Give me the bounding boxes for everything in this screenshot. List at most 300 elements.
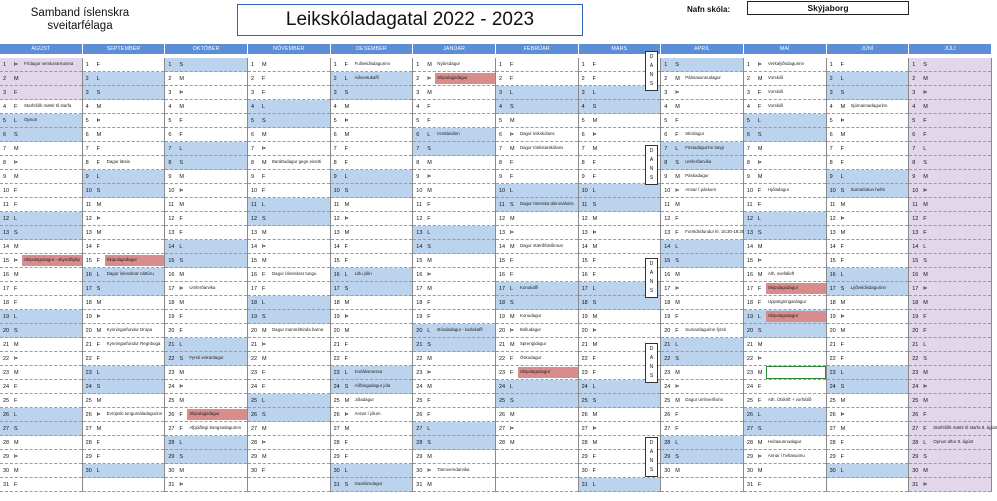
day-cell[interactable] xyxy=(661,380,743,394)
day-cell[interactable] xyxy=(0,170,82,184)
day-cell[interactable] xyxy=(165,324,247,338)
day-cell[interactable] xyxy=(165,450,247,464)
day-cell[interactable] xyxy=(496,212,578,226)
day-cell[interactable] xyxy=(0,394,82,408)
day-cell[interactable] xyxy=(413,408,495,422)
day-cell[interactable] xyxy=(331,380,413,394)
day-cell[interactable] xyxy=(909,352,991,366)
day-cell[interactable] xyxy=(496,240,578,254)
day-cell[interactable] xyxy=(909,86,991,100)
day-cell[interactable] xyxy=(248,310,330,324)
day-cell[interactable] xyxy=(744,436,826,450)
day-cell[interactable] xyxy=(909,58,991,72)
day-cell[interactable] xyxy=(413,128,495,142)
day-cell[interactable] xyxy=(83,366,165,380)
day-cell[interactable] xyxy=(331,422,413,436)
day-cell[interactable] xyxy=(331,198,413,212)
day-cell[interactable] xyxy=(744,394,826,408)
day-cell[interactable] xyxy=(661,422,743,436)
day-cell[interactable] xyxy=(83,58,165,72)
day-cell[interactable] xyxy=(0,352,82,366)
day-cell[interactable] xyxy=(83,100,165,114)
day-cell[interactable] xyxy=(744,254,826,268)
day-cell[interactable] xyxy=(0,408,82,422)
day-cell[interactable] xyxy=(496,86,578,100)
day-cell[interactable] xyxy=(331,86,413,100)
day-cell[interactable] xyxy=(83,310,165,324)
day-cell[interactable] xyxy=(0,142,82,156)
day-cell[interactable] xyxy=(413,478,495,492)
day-cell[interactable] xyxy=(413,422,495,436)
day-cell[interactable] xyxy=(413,254,495,268)
day-cell[interactable] xyxy=(83,338,165,352)
day-cell[interactable] xyxy=(331,352,413,366)
day-cell[interactable] xyxy=(413,268,495,282)
day-cell[interactable] xyxy=(331,254,413,268)
day-cell[interactable] xyxy=(83,72,165,86)
day-cell[interactable] xyxy=(579,226,661,240)
day-cell[interactable] xyxy=(0,450,82,464)
day-cell[interactable] xyxy=(661,478,743,492)
day-cell[interactable] xyxy=(165,184,247,198)
day-cell[interactable] xyxy=(413,198,495,212)
day-cell[interactable] xyxy=(413,212,495,226)
day-cell[interactable] xyxy=(579,100,661,114)
day-cell[interactable] xyxy=(331,170,413,184)
day-cell[interactable] xyxy=(744,128,826,142)
day-cell[interactable] xyxy=(248,478,330,492)
day-cell[interactable] xyxy=(744,212,826,226)
day-cell[interactable] xyxy=(909,100,991,114)
day-cell[interactable] xyxy=(331,58,413,72)
day-cell[interactable] xyxy=(248,254,330,268)
day-cell[interactable] xyxy=(827,310,909,324)
day-cell[interactable] xyxy=(165,408,247,422)
day-cell[interactable] xyxy=(248,366,330,380)
day-cell[interactable] xyxy=(331,226,413,240)
day-cell[interactable] xyxy=(413,156,495,170)
day-cell[interactable] xyxy=(827,156,909,170)
day-cell[interactable] xyxy=(165,226,247,240)
day-cell[interactable] xyxy=(909,268,991,282)
day-cell[interactable] xyxy=(165,212,247,226)
day-cell[interactable] xyxy=(0,254,82,268)
day-cell[interactable] xyxy=(165,296,247,310)
day-cell[interactable] xyxy=(165,282,247,296)
day-cell[interactable] xyxy=(248,128,330,142)
day-cell[interactable] xyxy=(744,282,826,296)
day-cell[interactable] xyxy=(83,422,165,436)
day-cell[interactable] xyxy=(413,114,495,128)
day-cell[interactable] xyxy=(827,436,909,450)
day-cell[interactable] xyxy=(496,436,578,450)
day-cell[interactable] xyxy=(331,464,413,478)
day-cell[interactable] xyxy=(165,464,247,478)
day-cell[interactable] xyxy=(331,100,413,114)
day-cell[interactable] xyxy=(331,240,413,254)
day-cell[interactable] xyxy=(496,72,578,86)
day-cell[interactable] xyxy=(0,464,82,478)
day-cell[interactable] xyxy=(165,100,247,114)
day-cell[interactable] xyxy=(827,408,909,422)
day-cell[interactable] xyxy=(248,394,330,408)
day-cell[interactable] xyxy=(827,296,909,310)
day-cell[interactable] xyxy=(0,72,82,86)
day-cell[interactable] xyxy=(248,212,330,226)
day-cell[interactable] xyxy=(744,352,826,366)
day-cell[interactable] xyxy=(165,254,247,268)
day-cell[interactable] xyxy=(413,436,495,450)
day-cell[interactable] xyxy=(661,142,743,156)
day-cell[interactable] xyxy=(331,156,413,170)
day-cell[interactable] xyxy=(413,450,495,464)
day-cell[interactable] xyxy=(496,226,578,240)
day-cell[interactable] xyxy=(248,198,330,212)
day-cell[interactable] xyxy=(744,198,826,212)
day-cell[interactable] xyxy=(661,450,743,464)
day-cell[interactable] xyxy=(909,408,991,422)
day-cell[interactable] xyxy=(661,268,743,282)
day-cell[interactable] xyxy=(83,282,165,296)
day-cell[interactable] xyxy=(165,366,247,380)
day-cell[interactable] xyxy=(165,156,247,170)
day-cell[interactable] xyxy=(744,450,826,464)
day-cell[interactable] xyxy=(413,380,495,394)
day-cell[interactable] xyxy=(83,226,165,240)
day-cell[interactable] xyxy=(248,156,330,170)
day-cell[interactable] xyxy=(661,198,743,212)
day-cell[interactable] xyxy=(248,58,330,72)
day-cell[interactable] xyxy=(661,296,743,310)
day-cell[interactable] xyxy=(661,170,743,184)
day-cell[interactable] xyxy=(248,72,330,86)
day-cell[interactable] xyxy=(661,352,743,366)
day-cell[interactable] xyxy=(165,170,247,184)
day-cell[interactable] xyxy=(331,478,413,492)
day-cell[interactable] xyxy=(744,338,826,352)
day-cell[interactable] xyxy=(413,352,495,366)
day-cell[interactable] xyxy=(331,268,413,282)
day-cell[interactable] xyxy=(0,422,82,436)
day-cell[interactable] xyxy=(827,268,909,282)
day-cell[interactable] xyxy=(827,198,909,212)
day-cell[interactable] xyxy=(331,114,413,128)
day-cell[interactable] xyxy=(496,184,578,198)
day-cell[interactable] xyxy=(744,142,826,156)
day-cell[interactable] xyxy=(496,422,578,436)
day-cell[interactable] xyxy=(909,212,991,226)
day-cell[interactable] xyxy=(0,198,82,212)
day-cell[interactable] xyxy=(827,128,909,142)
day-cell[interactable] xyxy=(496,128,578,142)
day-cell[interactable] xyxy=(579,198,661,212)
day-cell[interactable] xyxy=(827,394,909,408)
day-cell[interactable] xyxy=(744,240,826,254)
day-cell[interactable] xyxy=(0,338,82,352)
day-cell[interactable] xyxy=(661,366,743,380)
day-cell[interactable] xyxy=(661,86,743,100)
day-cell[interactable] xyxy=(496,268,578,282)
day-cell[interactable] xyxy=(827,240,909,254)
day-cell[interactable] xyxy=(83,408,165,422)
day-cell[interactable] xyxy=(744,100,826,114)
day-cell[interactable] xyxy=(661,72,743,86)
day-cell[interactable] xyxy=(83,436,165,450)
day-cell[interactable] xyxy=(83,142,165,156)
day-cell[interactable] xyxy=(165,310,247,324)
day-cell[interactable] xyxy=(827,450,909,464)
day-cell[interactable] xyxy=(0,268,82,282)
day-cell[interactable] xyxy=(496,198,578,212)
day-cell[interactable] xyxy=(331,366,413,380)
day-cell[interactable] xyxy=(579,128,661,142)
day-cell[interactable] xyxy=(83,394,165,408)
day-cell[interactable] xyxy=(496,408,578,422)
day-cell[interactable] xyxy=(744,72,826,86)
day-cell[interactable] xyxy=(909,478,991,492)
day-cell[interactable] xyxy=(83,240,165,254)
day-cell[interactable] xyxy=(827,422,909,436)
day-cell[interactable] xyxy=(83,198,165,212)
day-cell[interactable] xyxy=(0,296,82,310)
day-cell[interactable] xyxy=(496,450,578,464)
day-cell[interactable] xyxy=(909,338,991,352)
day-cell[interactable] xyxy=(579,394,661,408)
day-cell[interactable] xyxy=(661,408,743,422)
day-cell[interactable] xyxy=(248,100,330,114)
day-cell[interactable] xyxy=(83,464,165,478)
day-cell[interactable] xyxy=(0,436,82,450)
day-cell[interactable] xyxy=(0,310,82,324)
day-cell[interactable] xyxy=(331,310,413,324)
day-cell[interactable] xyxy=(827,282,909,296)
day-cell[interactable] xyxy=(165,142,247,156)
day-cell[interactable] xyxy=(744,464,826,478)
day-cell[interactable] xyxy=(579,324,661,338)
day-cell[interactable] xyxy=(496,156,578,170)
day-cell[interactable] xyxy=(248,268,330,282)
day-cell[interactable] xyxy=(661,100,743,114)
day-cell[interactable] xyxy=(83,296,165,310)
day-cell[interactable] xyxy=(0,58,82,72)
day-cell[interactable] xyxy=(165,198,247,212)
day-cell[interactable] xyxy=(248,324,330,338)
day-cell[interactable] xyxy=(248,352,330,366)
day-cell[interactable] xyxy=(661,310,743,324)
day-cell[interactable] xyxy=(744,380,826,394)
day-cell[interactable] xyxy=(661,156,743,170)
day-cell[interactable] xyxy=(909,310,991,324)
day-cell[interactable] xyxy=(909,226,991,240)
day-cell[interactable] xyxy=(496,478,578,492)
day-cell[interactable] xyxy=(909,366,991,380)
day-cell[interactable] xyxy=(909,394,991,408)
day-cell[interactable] xyxy=(413,310,495,324)
day-cell[interactable] xyxy=(248,338,330,352)
day-cell[interactable] xyxy=(413,226,495,240)
day-cell[interactable] xyxy=(827,226,909,240)
day-cell[interactable] xyxy=(827,338,909,352)
day-cell[interactable] xyxy=(331,338,413,352)
day-cell[interactable] xyxy=(496,464,578,478)
day-cell[interactable] xyxy=(579,240,661,254)
day-cell[interactable] xyxy=(496,380,578,394)
day-cell[interactable] xyxy=(661,226,743,240)
day-cell[interactable] xyxy=(331,324,413,338)
day-cell[interactable] xyxy=(83,268,165,282)
day-cell[interactable] xyxy=(496,282,578,296)
day-cell[interactable] xyxy=(248,184,330,198)
day-cell[interactable] xyxy=(744,86,826,100)
day-cell[interactable] xyxy=(83,324,165,338)
day-cell[interactable] xyxy=(0,100,82,114)
day-cell[interactable] xyxy=(83,156,165,170)
day-cell[interactable] xyxy=(248,436,330,450)
day-cell[interactable] xyxy=(0,282,82,296)
day-cell[interactable] xyxy=(165,268,247,282)
day-cell[interactable] xyxy=(827,478,909,492)
day-cell[interactable] xyxy=(827,352,909,366)
day-cell[interactable] xyxy=(579,310,661,324)
day-cell[interactable] xyxy=(413,142,495,156)
day-cell[interactable] xyxy=(827,142,909,156)
day-cell[interactable] xyxy=(83,86,165,100)
school-name-field[interactable]: Skýjaborg xyxy=(747,1,909,15)
day-cell[interactable] xyxy=(165,114,247,128)
day-cell[interactable] xyxy=(579,114,661,128)
day-cell[interactable] xyxy=(331,184,413,198)
day-cell[interactable] xyxy=(496,100,578,114)
day-cell[interactable] xyxy=(827,170,909,184)
day-cell[interactable] xyxy=(331,436,413,450)
day-cell[interactable] xyxy=(0,128,82,142)
day-cell[interactable] xyxy=(744,422,826,436)
day-cell[interactable] xyxy=(744,478,826,492)
day-cell[interactable] xyxy=(744,170,826,184)
day-cell[interactable] xyxy=(331,142,413,156)
day-cell[interactable] xyxy=(0,226,82,240)
day-cell[interactable] xyxy=(744,324,826,338)
day-cell[interactable] xyxy=(83,478,165,492)
day-cell[interactable] xyxy=(248,296,330,310)
day-cell[interactable] xyxy=(83,212,165,226)
day-cell[interactable] xyxy=(248,380,330,394)
day-cell[interactable] xyxy=(827,366,909,380)
day-cell[interactable] xyxy=(909,170,991,184)
day-cell[interactable] xyxy=(0,366,82,380)
day-cell[interactable] xyxy=(496,352,578,366)
day-cell[interactable] xyxy=(0,240,82,254)
day-cell[interactable] xyxy=(827,58,909,72)
day-cell[interactable] xyxy=(496,296,578,310)
day-cell[interactable] xyxy=(165,86,247,100)
day-cell[interactable] xyxy=(248,114,330,128)
day-cell[interactable] xyxy=(827,114,909,128)
day-cell[interactable] xyxy=(661,324,743,338)
day-cell[interactable] xyxy=(413,72,495,86)
day-cell[interactable] xyxy=(827,100,909,114)
day-cell[interactable] xyxy=(165,72,247,86)
day-cell[interactable] xyxy=(165,352,247,366)
day-cell[interactable] xyxy=(413,296,495,310)
day-cell[interactable] xyxy=(744,408,826,422)
day-cell[interactable] xyxy=(496,170,578,184)
day-cell[interactable] xyxy=(165,436,247,450)
day-cell[interactable] xyxy=(744,184,826,198)
day-cell[interactable] xyxy=(661,394,743,408)
day-cell[interactable] xyxy=(83,170,165,184)
day-cell[interactable] xyxy=(248,226,330,240)
day-cell[interactable] xyxy=(744,114,826,128)
day-cell[interactable] xyxy=(579,184,661,198)
day-cell[interactable] xyxy=(165,338,247,352)
day-cell[interactable] xyxy=(331,450,413,464)
day-cell[interactable] xyxy=(0,114,82,128)
day-cell[interactable] xyxy=(331,394,413,408)
day-cell[interactable] xyxy=(496,324,578,338)
day-cell[interactable] xyxy=(579,422,661,436)
day-cell[interactable] xyxy=(579,408,661,422)
day-cell[interactable] xyxy=(827,72,909,86)
day-cell[interactable] xyxy=(827,324,909,338)
day-cell[interactable] xyxy=(165,128,247,142)
day-cell[interactable] xyxy=(744,58,826,72)
day-cell[interactable] xyxy=(496,254,578,268)
day-cell[interactable] xyxy=(827,380,909,394)
day-cell[interactable] xyxy=(744,310,826,324)
day-cell[interactable] xyxy=(909,156,991,170)
day-cell[interactable] xyxy=(744,156,826,170)
day-cell[interactable] xyxy=(248,86,330,100)
day-cell[interactable] xyxy=(496,366,578,380)
day-cell[interactable] xyxy=(661,212,743,226)
day-cell[interactable] xyxy=(413,170,495,184)
day-cell[interactable] xyxy=(661,436,743,450)
day-cell[interactable] xyxy=(909,114,991,128)
day-cell[interactable] xyxy=(248,464,330,478)
day-cell[interactable] xyxy=(909,464,991,478)
day-cell[interactable] xyxy=(909,324,991,338)
day-cell[interactable] xyxy=(331,282,413,296)
day-cell[interactable] xyxy=(0,478,82,492)
day-cell[interactable] xyxy=(744,296,826,310)
day-cell[interactable] xyxy=(413,324,495,338)
day-cell[interactable] xyxy=(909,240,991,254)
day-cell[interactable] xyxy=(83,184,165,198)
day-cell[interactable] xyxy=(413,86,495,100)
day-cell[interactable] xyxy=(0,86,82,100)
day-cell[interactable] xyxy=(413,366,495,380)
day-cell[interactable] xyxy=(248,240,330,254)
day-cell[interactable] xyxy=(744,366,826,380)
day-cell[interactable] xyxy=(496,58,578,72)
day-cell[interactable] xyxy=(909,450,991,464)
day-cell[interactable] xyxy=(661,184,743,198)
day-cell[interactable] xyxy=(83,254,165,268)
day-cell[interactable] xyxy=(248,282,330,296)
day-cell[interactable] xyxy=(83,114,165,128)
day-cell[interactable] xyxy=(909,72,991,86)
day-cell[interactable] xyxy=(331,212,413,226)
day-cell[interactable] xyxy=(909,142,991,156)
day-cell[interactable] xyxy=(661,254,743,268)
day-cell[interactable] xyxy=(331,408,413,422)
day-cell[interactable] xyxy=(827,184,909,198)
day-cell[interactable] xyxy=(661,114,743,128)
day-cell[interactable] xyxy=(0,212,82,226)
day-cell[interactable] xyxy=(413,338,495,352)
day-cell[interactable] xyxy=(331,128,413,142)
